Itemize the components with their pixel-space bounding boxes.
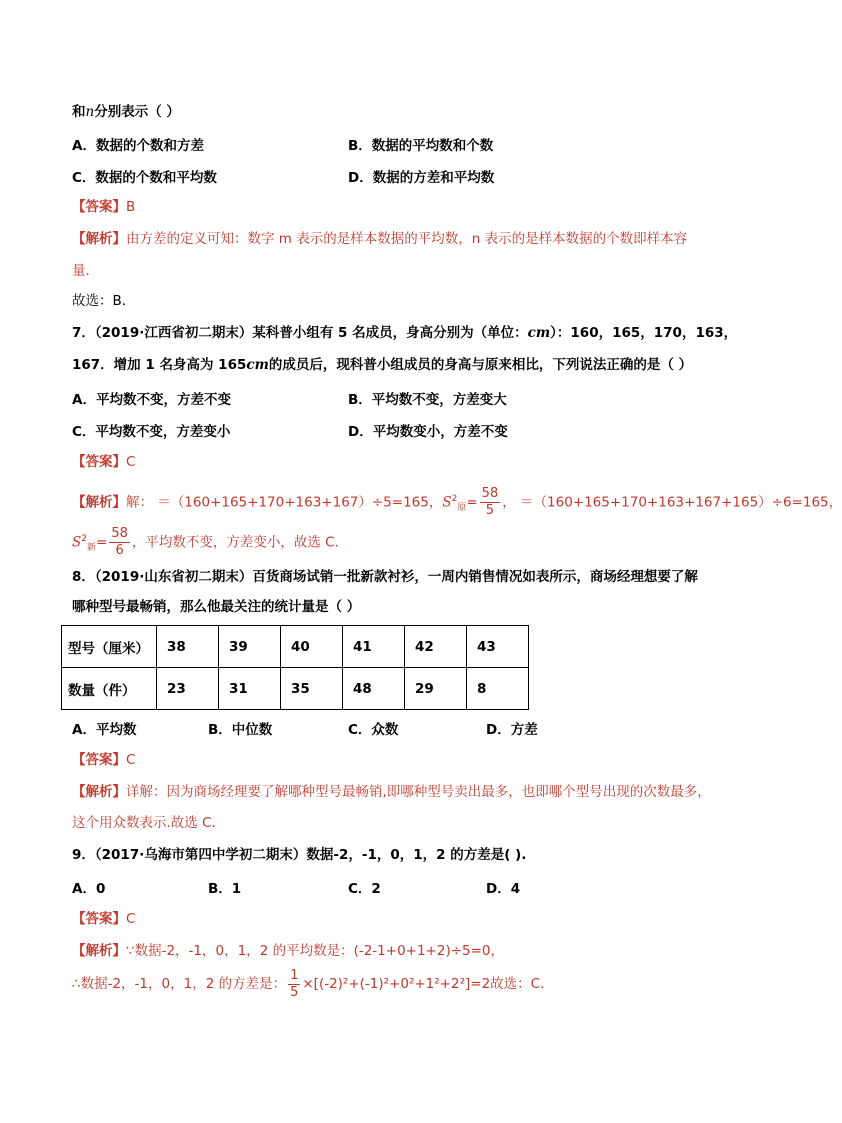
q7-option-d: D．平均数变小，方差不变	[348, 424, 508, 440]
table-cell: 48	[343, 668, 405, 710]
q8-option-d: D．方差	[486, 722, 538, 738]
table-cell: 23	[157, 668, 219, 710]
table-cell: 8	[467, 668, 529, 710]
q6-analysis-cont: 量．	[72, 263, 99, 279]
table-header-size: 型号（厘米）	[62, 626, 157, 668]
q6-stem-tail: 和n分别表示（ ）	[72, 104, 180, 120]
q6-option-b: B．数据的平均数和个数	[348, 138, 494, 154]
q7-fraction-new: $\frac{58}{6}$	[111, 526, 128, 558]
q8-analysis: 【解析】详解：因为商场经理要了解哪种型号最畅销,即哪种型号卖出最多，也即哪个型号出现的次数最多，	[72, 784, 711, 800]
q7-stem-line2: 167．增加 1 名身高为 165cm的成员后，现科普小组成员的身高与原来相比，下列说法正确的是（ ）	[72, 357, 693, 373]
q8-sales-table	[61, 625, 529, 710]
q6-option-a: A．数据的个数和方差	[72, 138, 204, 154]
q7-option-b: B．平均数不变，方差变大	[348, 392, 507, 408]
table-cell: 35	[281, 668, 343, 710]
q7-analysis: 【解析】解： ＝（160+165+170+163+167）÷5=165，$S^2_原=$ $\frac{58}{5}$ ， ＝（160+165+170+163+167+165）÷6=165，	[72, 486, 842, 518]
q8-stem-line2: 哪种型号最畅销，那么他最关注的统计量是（ ）	[72, 599, 361, 615]
table-cell: 31	[219, 668, 281, 710]
q9-fraction: $\frac{1}{5}$	[290, 967, 299, 1000]
q7-option-c: C．平均数不变，方差变小	[72, 424, 231, 440]
q7-answer: 【答案】C	[72, 454, 136, 470]
q8-option-a: A．平均数	[72, 722, 137, 738]
q9-analysis: 【解析】∵数据-2，-1，0，1，2 的平均数是：(-2-1+0+1+2)÷5=0，	[72, 943, 505, 959]
q8-option-c: C．众数	[348, 722, 399, 738]
q9-option-c: C．2	[348, 881, 381, 897]
q8-option-b: B．中位数	[208, 722, 273, 738]
table-cell: 39	[219, 626, 281, 668]
q7-stem-line1: 7．（2019·江西省初二期末）某科普小组有 5 名成员，身高分别为（单位：cm）：160，165，170，163，	[72, 325, 738, 341]
q6-option-c: C．数据的个数和平均数	[72, 170, 217, 186]
table-row	[62, 626, 529, 668]
q9-option-d: D．4	[486, 881, 521, 897]
table-cell: 42	[405, 626, 467, 668]
q6-analysis: 【解析】由方差的定义可知：数字 m 表示的是样本数据的平均数，n 表示的是样本数据的个数即样本容	[72, 231, 688, 247]
q9-analysis-cont: ∴数据-2，-1，0，1，2 的方差是： $\frac{1}{5}$ ×[(-2)²+(-1)²+0²+1²+2²]=2故选：C.	[72, 967, 545, 1000]
table-cell: 38	[157, 626, 219, 668]
q9-option-a: A．0	[72, 881, 106, 897]
table-cell: 29	[405, 668, 467, 710]
q6-option-d: D．数据的方差和平均数	[348, 170, 495, 186]
table-cell: 40	[281, 626, 343, 668]
table-cell: 41	[343, 626, 405, 668]
table-header-count: 数量（件）	[62, 668, 157, 710]
q7-analysis-cont: $S^2_新=$ $\frac{58}{6}$ ，平均数不变，方差变小，故选 C．	[72, 526, 349, 558]
table-cell: 43	[467, 626, 529, 668]
q7-option-a: A．平均数不变，方差不变	[72, 392, 231, 408]
q9-option-b: B．1	[208, 881, 242, 897]
q8-stem-line1: 8．（2019·山东省初二期末）百货商场试销一批新款衬衫，一周内销售情况如表所示，商场经理想要了解	[72, 569, 698, 585]
q6-conclusion: 故选：B．	[72, 293, 136, 309]
q9-stem: 9．（2017·乌海市第四中学初二期末）数据-2，-1，0，1，2 的方差是( ).	[72, 847, 527, 863]
q8-analysis-cont: 这个用众数表示.故选 C.	[72, 815, 216, 831]
q8-answer: 【答案】C	[72, 752, 136, 768]
table-row	[62, 668, 529, 710]
q7-fraction-old: $\frac{58}{5}$	[481, 486, 499, 518]
q9-answer: 【答案】C	[72, 911, 136, 927]
q6-answer: 【答案】B	[72, 199, 136, 215]
